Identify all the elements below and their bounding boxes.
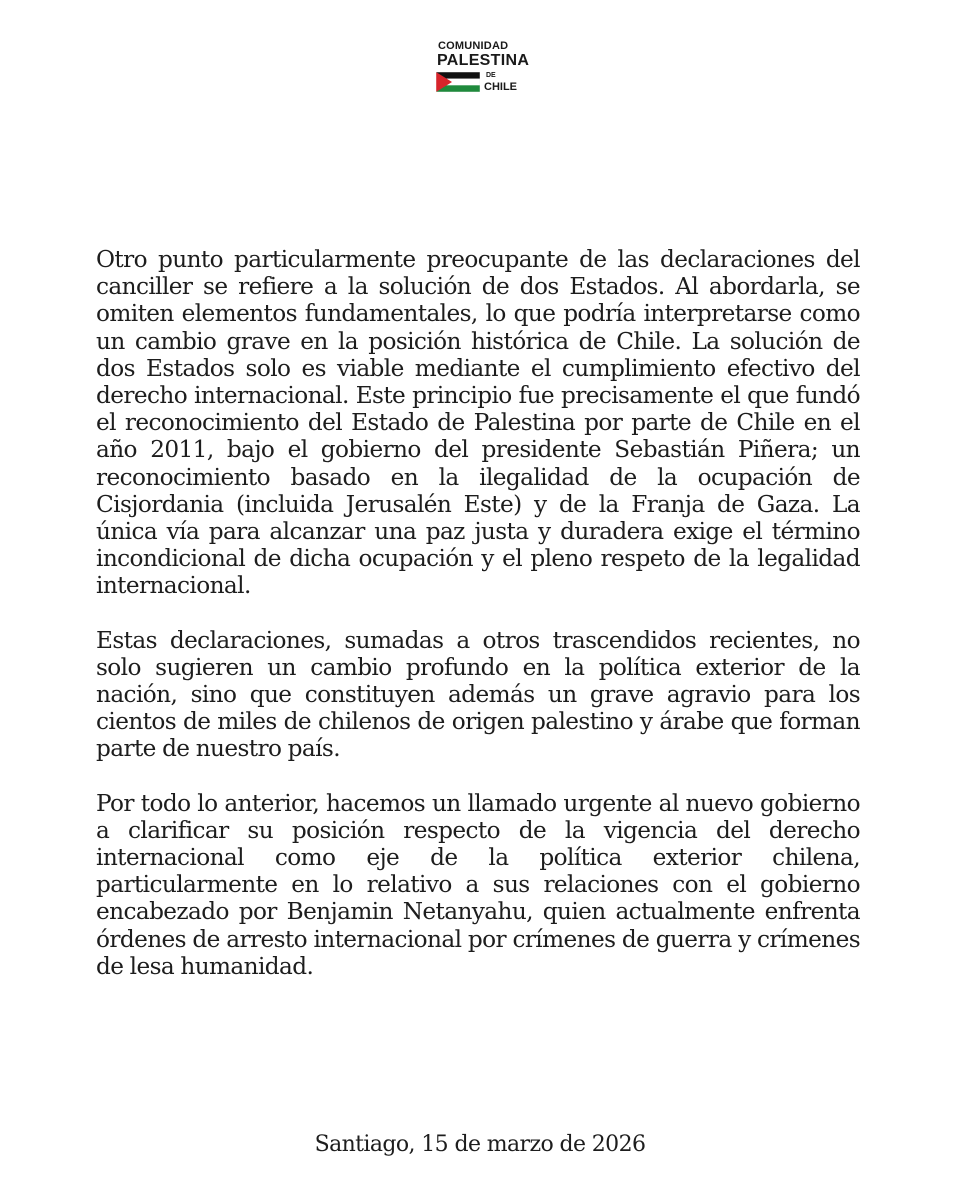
logo-text-comunidad: COMUNIDAD — [438, 40, 509, 52]
statement-body — [96, 246, 860, 1007]
place-date: Santiago, 15 de marzo de 2026 — [314, 1132, 646, 1157]
paragraph-2: Estas declaraciones, sumadas a otros trascendidos recientes, no solo sugieren un cambio profundo en la política exterior de la nación, sino que constituyen además un grave agravio para los cientos de miles de chilenos de origen palestino y árabe que forman parte de nuestro país. — [96, 626, 860, 763]
palestine-flag-icon — [436, 72, 480, 92]
logo-text-chile: CHILE — [484, 81, 517, 93]
logo-text-palestina: PALESTINA — [437, 52, 530, 69]
logo-text-de: DE — [486, 72, 496, 79]
organization-logo — [436, 40, 530, 96]
paragraph-3: Por todo lo anterior, hacemos un llamado urgente al nuevo gobierno a clarificar su posición respecto de la vigencia del derecho internacional como eje de la política exterior chilena, particularmente en lo relativo a sus relaciones con el gobierno encabezado por Benjamin Netanyahu, quien actualmente enfrenta órdenes de arresto internacional por crímenes de guerra y crímenes de lesa humanidad. — [96, 789, 860, 980]
paragraph-1: Otro punto particularmente preocupante de las declaraciones del canciller se refiere a la solución de dos Estados. Al abordarla, se omiten elementos fundamentales, lo que podría interpretarse como un cambio grave en la posición histórica de Chile. La solución de dos Estados solo es viable mediante el cumplimiento efectivo del derecho internacional. Este principio fue precisamente el que fundó el reconocimiento del Estado de Palestina por parte de Chile en el año 2011, bajo el gobierno del presidente Sebastián Piñera; un reconocimiento basado en la ilegalidad de la ocupación de Cisjordania (incluida Jerusalén Este) y de la Franja de Gaza. La única vía para alcanzar una paz justa y duradera exige el término incondicional de dicha ocupación y el pleno respeto de la legalidad internacional. — [96, 246, 860, 600]
